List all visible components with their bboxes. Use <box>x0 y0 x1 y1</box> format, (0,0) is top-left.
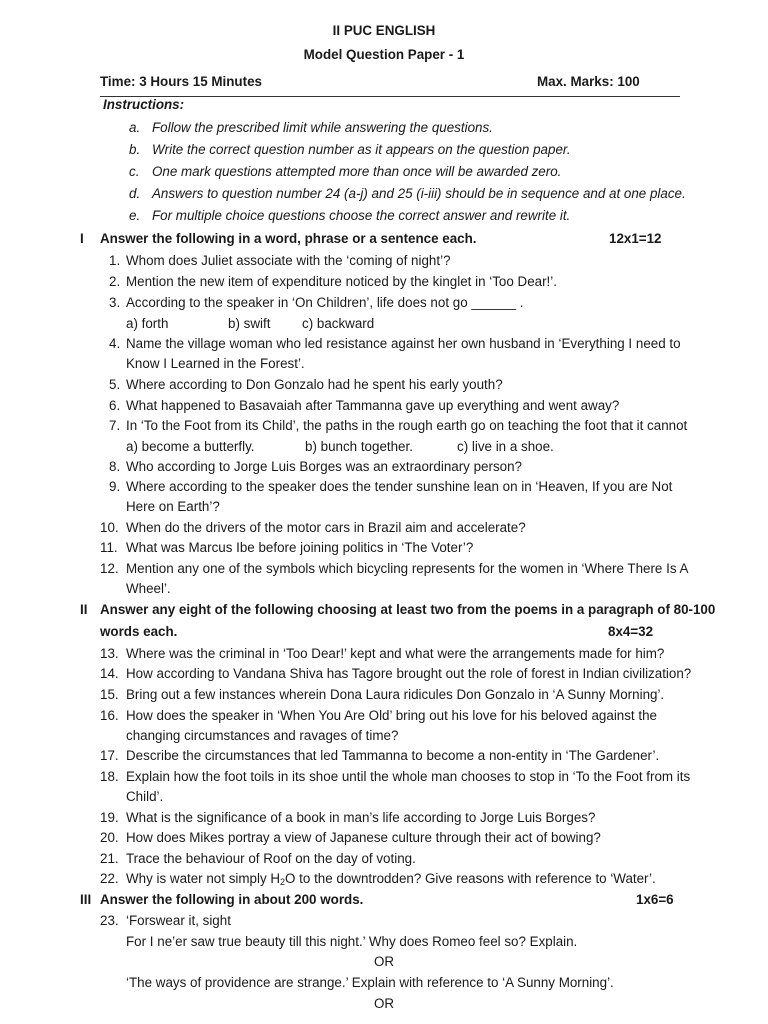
question-number: 23. <box>100 913 119 928</box>
question-number: 8. <box>109 459 121 474</box>
option-a: a) forth <box>126 316 169 331</box>
instruction-mark: b. <box>129 142 141 157</box>
question-text: Explain how the foot toils in its shoe until the whole man chooses to stop in ‘To the Foot from its <box>126 769 691 784</box>
section-heading: Answer the following in about 200 words. <box>100 892 364 907</box>
question-number: 5. <box>109 377 121 392</box>
question-number: 9. <box>109 479 121 494</box>
question-text-cont: Wheel’. <box>126 581 171 596</box>
section-marks: 8x4=32 <box>608 624 654 639</box>
question-text-part: Why is water not simply H <box>126 871 281 886</box>
question-text: According to the speaker in ‘On Children’, life does not go ______ . <box>126 295 524 310</box>
question-text-cont: changing circumstances and ravages of time? <box>126 728 399 743</box>
question-text-cont: Here on Earth’? <box>126 499 220 514</box>
option-b: b) bunch together. <box>305 439 413 454</box>
instruction-text: Follow the prescribed limit while answering the questions. <box>152 120 493 135</box>
question-text: How according to Vandana Shiva has Tagore brought out the role of forest in Indian civilization? <box>126 666 692 681</box>
question-text-cont: Child’. <box>126 789 164 804</box>
instruction-text: Answers to question number 24 (a-j) and 25 (i-iii) should be in sequence and at one place. <box>152 186 686 201</box>
question-number: 11. <box>100 540 118 555</box>
question-text-cont: For I ne’er saw true beauty till this night.’ Why does Romeo feel so? Explain. <box>126 934 578 949</box>
question-text: Name the village woman who led resistance against her own husband in ‘Everything I need to <box>126 336 681 351</box>
question-number: 12. <box>100 561 119 576</box>
question-number: 16. <box>100 708 119 723</box>
question-text <box>126 871 656 886</box>
max-marks-label: Max. Marks: 100 <box>537 74 640 89</box>
question-number: 7. <box>109 418 121 433</box>
question-text: What is the significance of a book in man’s life according to Jorge Luis Borges? <box>126 810 596 825</box>
question-text: Mention any one of the symbols which bicycling represents for the women in ‘Where There Is A <box>126 561 689 576</box>
section-marks: 1x6=6 <box>636 892 674 907</box>
option-b: b) swift <box>228 316 271 331</box>
question-text: How does Mikes portray a view of Japanese culture through their act of bowing? <box>126 830 601 845</box>
question-number: 18. <box>100 769 119 784</box>
question-text: Trace the behaviour of Roof on the day of voting. <box>126 851 416 866</box>
question-number: 17. <box>100 748 119 763</box>
question-text: What happened to Basavaiah after Tammanna gave up everything and went away? <box>126 398 620 413</box>
section-number: I <box>80 231 84 246</box>
paper-title: II PUC ENGLISH <box>332 23 436 38</box>
section-heading: Answer any eight of the following choosing at least two from the poems in a paragraph of 80-100 <box>100 602 716 617</box>
option-c: c) live in a shoe. <box>457 439 554 454</box>
question-number: 3. <box>109 295 121 310</box>
or-separator: OR <box>373 954 395 969</box>
section-heading-cont: words each. <box>100 624 178 639</box>
question-number: 19. <box>100 810 119 825</box>
instruction-mark: e. <box>129 208 141 223</box>
instruction-text: Write the correct question number as it appears on the question paper. <box>152 142 571 157</box>
option-c: c) backward <box>302 316 375 331</box>
subscript: 2 <box>280 877 286 887</box>
question-number: 1. <box>109 253 121 268</box>
question-number: 13. <box>100 646 119 661</box>
question-text-part: O to the downtrodden? Give reasons with reference to ‘Water’. <box>285 871 656 886</box>
question-text: Where was the criminal in ‘Too Dear!’ kept and what were the arrangements made for him? <box>126 646 665 661</box>
instruction-mark: d. <box>129 186 141 201</box>
option-a: a) become a butterfly. <box>126 439 255 454</box>
question-text: Bring out a few instances wherein Dona Laura ridicules Don Gonzalo in ‘A Sunny Morning’. <box>126 687 665 702</box>
question-text: ‘Forswear it, sight <box>126 913 231 928</box>
question-text: Where according to Don Gonzalo had he spent his early youth? <box>126 377 503 392</box>
question-text: Where according to the speaker does the tender sunshine lean on in ‘Heaven, If you are Not <box>126 479 673 494</box>
header-divider <box>100 96 680 97</box>
section-number: II <box>80 602 88 617</box>
section-number: III <box>80 892 92 907</box>
question-text: What was Marcus Ibe before joining politics in ‘The Voter’? <box>126 540 474 555</box>
question-text-cont: Know I Learned in the Forest’. <box>126 356 305 371</box>
question-text: Describe the circumstances that led Tammanna to become a non-entity in ‘The Gardener’. <box>126 748 660 763</box>
question-number: 22. <box>100 871 119 886</box>
question-number: 15. <box>100 687 119 702</box>
question-text: Mention the new item of expenditure noticed by the kinglet in ‘Too Dear!’. <box>126 274 557 289</box>
question-number: 6. <box>109 398 121 413</box>
instruction-mark: a. <box>129 120 141 135</box>
question-number: 10. <box>100 520 119 535</box>
instruction-mark: c. <box>129 164 140 179</box>
question-number: 20. <box>100 830 119 845</box>
instruction-text: For multiple choice questions choose the correct answer and rewrite it. <box>152 208 571 223</box>
question-number: 14. <box>100 666 119 681</box>
question-text: Who according to Jorge Luis Borges was an extraordinary person? <box>126 459 522 474</box>
section-heading: Answer the following in a word, phrase or a sentence each. <box>100 231 477 246</box>
instruction-text: One mark questions attempted more than once will be awarded zero. <box>152 164 562 179</box>
question-text: When do the drivers of the motor cars in Brazil aim and accelerate? <box>126 520 526 535</box>
question-text: In ‘To the Foot from its Child’, the paths in the rough earth go on teaching the foot that it cannot <box>126 418 688 433</box>
question-text-alt: ‘The ways of providence are strange.’ Explain with reference to ‘A Sunny Morning’. <box>126 975 614 990</box>
question-number: 2. <box>109 274 121 289</box>
question-text: Whom does Juliet associate with the ‘coming of night’? <box>126 253 451 268</box>
instructions-heading: Instructions: <box>103 97 185 112</box>
time-label: Time: 3 Hours 15 Minutes <box>100 74 262 89</box>
question-number: 21. <box>100 851 119 866</box>
or-separator: OR <box>373 996 395 1011</box>
section-marks: 12x1=12 <box>609 231 662 246</box>
paper-subtitle: Model Question Paper - 1 <box>303 47 465 62</box>
question-text: How does the speaker in ‘When You Are Old’ bring out his love for his beloved against the <box>126 708 657 723</box>
question-number: 4. <box>109 336 121 351</box>
